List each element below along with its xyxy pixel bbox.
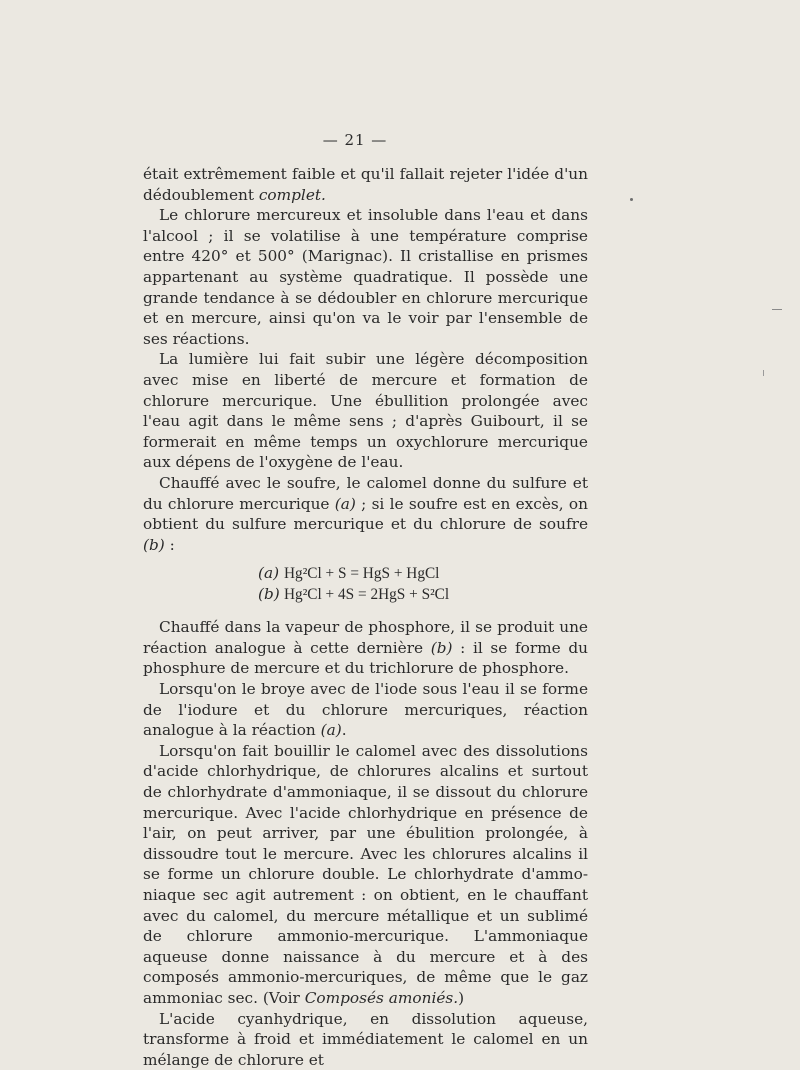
page-number: — 21 —	[322, 131, 388, 149]
paragraph	[143, 473, 588, 555]
text-run: Lorsqu'on fait bouillir le calomel avec des dissolutions d'acide chlorhydrique, de chlorures alcalins et surtout de chlorhydrate d'ammoniaque, il se dissout du chlorure mercurique. Avec l'acide chlorhydrique en présence de l'air, on peut arriver, par une ébulition prolongée, à dissoudre tout le mercure. Avec les chlorures alcalins il se forme un chlorure double. Le chlorhydrate d'ammoniaque sec agit autrement : on obtient, en le chauffant avec du calomel, du mercure métallique et un sublimé de chlorure ammonio-mercurique. L'ammoniaque aqueuse donne naissance à du mercure et à des composés ammonio-mercuriques, de même que le gaz ammoniac sec. (Voir	[143, 741, 588, 1007]
text-run: : il se forme du phosphure de mercure et du trichlorure de phosphore.	[143, 638, 588, 678]
paragraph	[143, 164, 588, 205]
equation-text: Hg²Cl + 4S = 2HgS + S²Cl	[284, 586, 450, 604]
scan-speck	[630, 198, 633, 201]
italic-text: (b)	[430, 638, 453, 657]
equation-line	[258, 584, 588, 605]
text-run: Lorsqu'on le broye avec de l'iode sous l'eau il se forme de l'iodure et du chlorure mercuriques, réaction analogue à la réaction	[143, 680, 588, 740]
chemical-equations	[143, 563, 588, 605]
text-run: :	[164, 535, 175, 554]
paragraph	[143, 205, 588, 349]
paragraph	[143, 741, 588, 1009]
text-run: Chauffé dans la vapeur de phosphore, il se produit une réaction analogue à cette dernière	[143, 618, 588, 657]
body-text	[143, 164, 588, 1070]
equation-label: (b)	[258, 585, 280, 604]
italic-text: complet.	[258, 185, 326, 204]
text-run: ; si le soufre est en excès, on obtient du sulfure mercurique et du chlorure de soufre	[143, 494, 588, 534]
margin-mark	[772, 309, 782, 310]
margin-mark	[763, 370, 764, 376]
paragraphs-before	[143, 164, 588, 555]
text-run: Le chlorure mercureux et insoluble dans l'eau et dans l'alcool ; il se volatilise à une température comprise entre 420° et 500° (Marignac). Il cristallise en prismes appartenant au système quadratique. Il possède une grande tendance à se dédoubler en chlorure mercurique et en mercure, ainsi qu'on va le voir par l'ensemble de ses réactions.	[143, 206, 588, 348]
italic-text: (a)	[320, 721, 342, 740]
equation-text: Hg²Cl + S = HgS + HgCl	[284, 565, 440, 583]
paragraph	[143, 349, 588, 473]
italic-text: (a)	[334, 494, 356, 513]
text-run: La lumière lui fait subir une légère décomposition avec mise en liberté de mercure et formation de chlorure mercurique. Une ébullition prolongée avec l'eau agit dans le même sens ; d'après Guibourt, il se formerait en même temps un oxychlorure mercurique aux dépens de l'oxygène de l'eau.	[143, 350, 588, 472]
text-run: L'acide cyanhydrique, en dissolution aqueuse, transforme à froid et immédiatement le calomel en un mélange de chlorure et	[143, 1009, 588, 1069]
paragraph	[143, 617, 588, 679]
equation-label: (a)	[258, 564, 280, 583]
paragraph	[143, 1009, 588, 1070]
equation-line	[258, 563, 588, 584]
paragraph	[143, 679, 588, 741]
italic-text: (b)	[143, 535, 165, 554]
text-run: .	[341, 721, 347, 740]
paragraphs-after	[143, 617, 588, 1070]
text-run: était extrêmement faible et qu'il fallait rejeter l'idée d'un dédoublement	[143, 165, 588, 204]
text-run: Chauffé avec le soufre, le calomel donne du sulfure et du chlorure mercurique	[143, 473, 588, 513]
italic-text: Composés amoniés.	[304, 988, 459, 1007]
text-run: )	[458, 988, 465, 1007]
